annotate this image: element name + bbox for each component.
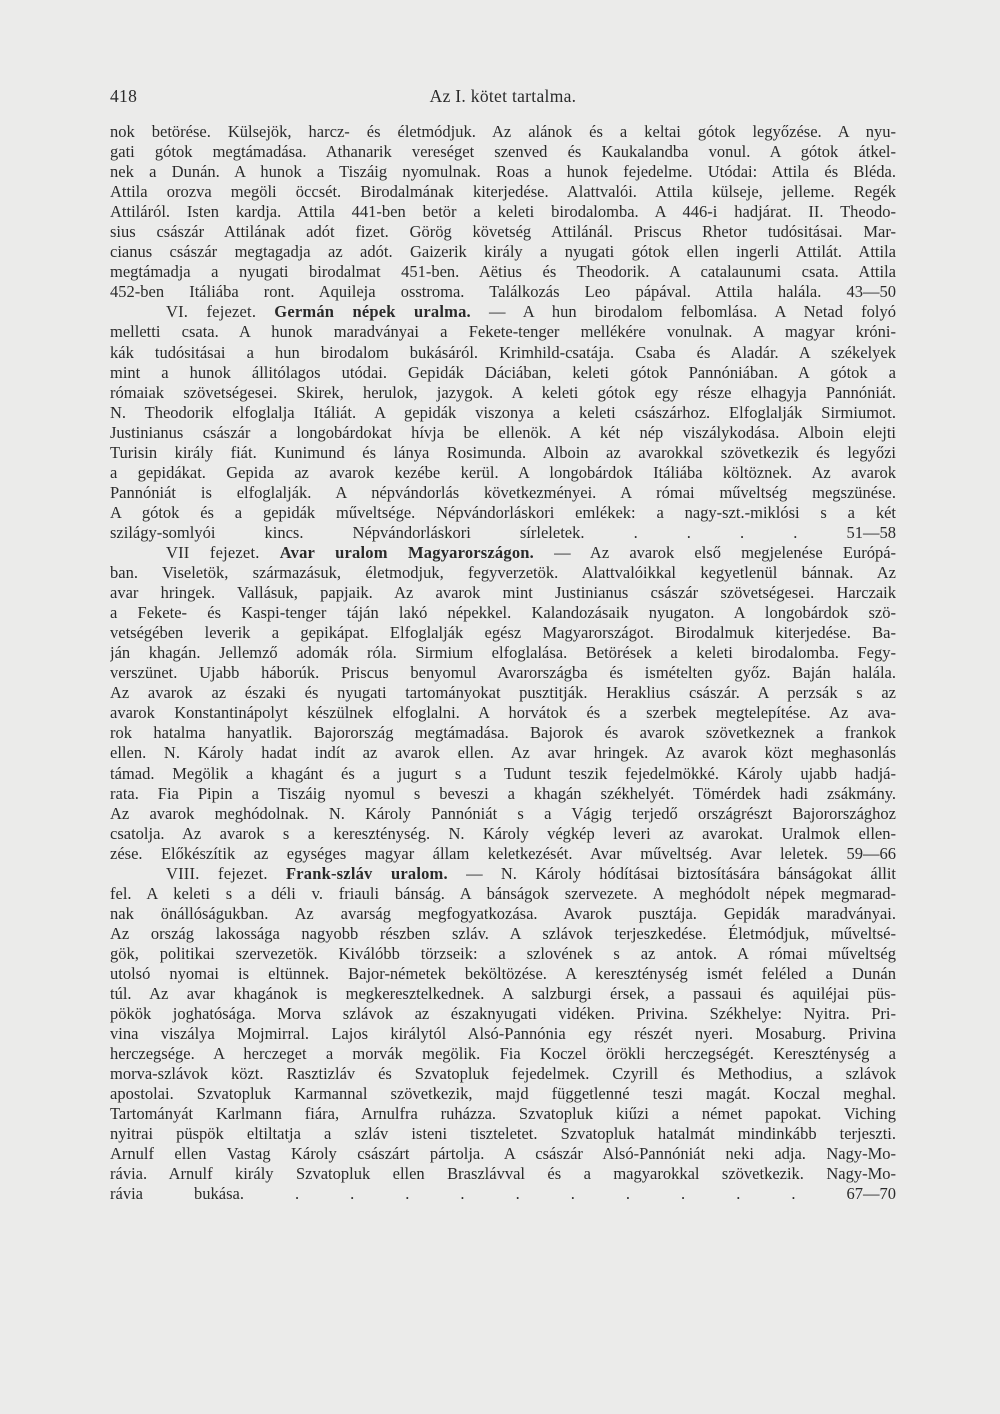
chapter-title: Germán népek uralma. — [274, 302, 471, 322]
text-line: N. Theodorik elfoglalja Itáliát. A gepidák viszonya a keleti császárhoz. Elfoglalják Sirmiumot. — [110, 402, 896, 422]
text-line: ellen. N. Károly hadat indít az avarok ellen. Az avar hringek. Az avarok közt meghasonlás — [110, 743, 896, 763]
chapter-summary: — Az avarok első megjelenése Európá- — [554, 542, 896, 562]
chapter-heading-line — [110, 302, 896, 322]
text-line: nek a Dunán. A hunok a Tiszáig nyomulnak. Roas a hunok fejedelme. Utódai: Attila és Bléda. — [110, 162, 896, 182]
text-line: Az avarok az északi és nyugati tartományokat pusztitják. Heraklius császár. A perzsák s az — [110, 683, 896, 703]
text-line: rávia bukása. . . . . . . . . . . 67—70 — [110, 1184, 896, 1204]
text-line: Arnulf ellen Vastag Károly császárt pártolja. A császár Alsó-Pannóniát neki adja. Nagy-Mo- — [110, 1144, 896, 1164]
text-line: apostolai. Szvatopluk Karmannal szövetkezik, majd függetlenné teszi magát. Koczal meghal. — [110, 1084, 896, 1104]
text-line: Az avarok meghódolnak. N. Károly Pannóniát s a Vágig terjedő országrészt Bajorországhoz — [110, 803, 896, 823]
chapter-title: Avar uralom Magyarországon. — [279, 542, 534, 562]
text-line: rok hatalma hanyatlik. Bajorország megtámadása. Bajorok és avarok szövetkeznek a frankok — [110, 723, 896, 743]
text-line: mint a hunok állitólagos utódai. Gepidák Dáciában, keleti gótok Pannóniában. A gótok a — [110, 362, 896, 382]
text-line: verszünet. Ujabb háborúk. Priscus benyomul Avarországba és ismételten győz. Baján halála. — [110, 663, 896, 683]
text-line: rómaiak szövetségesei. Skirek, herulok, jazygok. A keleti gótok egy része elhagyja Pannóniát. — [110, 382, 896, 402]
text-line: vina viszálya Mojmirral. Lajos királytól Alsó-Pannónia egy részét nyeri. Mosaburg. Privina — [110, 1024, 896, 1044]
text-line: sius császár Attilának adót fizet. Görög követség Attilánál. Priscus Rhetor tudósitásai. Mar- — [110, 222, 896, 242]
text-line: herczegsége. A herczeget a morvák megölik. Fia Koczel örökli herczegségét. Kereszténység a — [110, 1044, 896, 1064]
chapter-number: VI. fejezet. — [166, 302, 257, 322]
text-line: pökök joghatósága. Morva szlávok az északnyugati vidéken. Privina. Székhelye: Nyitra. Pri- — [110, 1004, 896, 1024]
text-line: 452-ben Itáliába ront. Aquileja osstroma. Találkozás Leo pápával. Attila halála. 43—50 — [110, 282, 896, 302]
page-number: 418 — [110, 86, 138, 106]
text-line: Attila orozva megöli öccsét. Birodalmának kiterjedése. Alattvalói. Attila külseje, jelleme. Regék — [110, 182, 896, 202]
text-line: nok betörése. Külsejök, harcz- és életmódjuk. Az alánok és a keltai gótok legyőzése. A nyu- — [110, 122, 896, 141]
text-line: ján khagán. Jellemző adomák róla. Sirmium elfoglalása. Betörések a keleti birodalomba. Fegy- — [110, 643, 896, 663]
text-line: ban. Viseletök, származásuk, életmodjuk, fegyverzetök. Alattvalóikkal kegyetlenül bánnak. Az — [110, 563, 896, 583]
table-of-contents-text — [110, 122, 896, 1205]
text-line: nyitrai püspök eltiltatja a szláv isteni tiszteletet. Szvatopluk hatalmát mindinkább terjeszti. — [110, 1124, 896, 1144]
text-line: támad. Megölik a khagánt és a jugurt s a Tudunt teszik fejedelmökké. Károly ujabb hadjá- — [110, 763, 896, 783]
chapter-title: Frank-szláv uralom. — [285, 863, 448, 883]
text-line: a Fekete- és Kaspi-tenger táján lakó népekkel. Kalandozásaik nyugaton. A longobárdok szö- — [110, 603, 896, 623]
chapter-number: VIII. fejezet. — [166, 863, 268, 883]
text-line: megtámadja a nyugati birodalmat 451-ben. Aëtius és Theodorik. A catalaunumi csata. Attila — [110, 262, 896, 282]
text-line: fel. A keleti s a déli v. friauli bánság. A bánságok szervezete. A meghódolt népek megmarad- — [110, 883, 896, 903]
text-line: rata. Fia Pipin a Tiszáig nyomul s beveszi a khagán székhelyét. Tömérdek hadi zsákmány. — [110, 783, 896, 803]
text-line: gati gótok megtámadása. Athanarik vereséget szenved és Kaukalandba vonul. A gótok átkel- — [110, 142, 896, 162]
chapter-summary: — A hun birodalom felbomlása. A Netad folyó — [489, 302, 896, 322]
text-line: nak önállóságukban. Az avarság megfogyatkozása. Avarok pusztája. Gepidák maradványai. — [110, 903, 896, 923]
text-line: cianus császár megtagadja az adót. Gaizerik király a nyugati gótok ellen ingerli Attilát. Attila — [110, 242, 896, 262]
text-line: csatolja. Az avarok s a kereszténység. N. Károly végkép leveri az avarokat. Uralmok ellen- — [110, 823, 896, 843]
text-line: a gepidákat. Gepida az avarok kezébe kerül. A longobárdok Itáliába költöznek. Az avarok — [110, 462, 896, 482]
text-line: gök, politikai szervezetök. Kiválóbb törzseik: a szlovének s az antok. A római műveltség — [110, 943, 896, 963]
text-line: vetségében leverik a gepikápat. Elfoglalják egész Magyarországot. Birodalmuk kiterjedése. Ba- — [110, 623, 896, 643]
text-line: A gótok és a gepidák műveltsége. Népvándorláskori emlékek: a nagy-szt.-miklósi s a két — [110, 502, 896, 522]
running-title: Az I. kötet tartalma. — [429, 86, 577, 106]
text-line: Justinianus császár a longobárdokat hívja be ellenök. A két nép viszálykodása. Alboin elejti — [110, 422, 896, 442]
chapter-number: VII fejezet. — [166, 542, 260, 562]
text-line: Tartományát Karlmann fiára, Arnulfra ruházza. Szvatopluk kiűzi a német papokat. Viching — [110, 1104, 896, 1124]
text-line: avarok Konstantinápolyt készülnek elfoglalni. A horvátok és a szerbek megtelepítése. Az ava- — [110, 703, 896, 723]
text-line: utolsó nyomai is eltünnek. Bajor-németek beköltözése. A kereszténység ismét feléled a Dunán — [110, 963, 896, 983]
text-line: rávia. Arnulf király Szvatopluk ellen Braszlávval és a magyarokkal szövetkezik. Nagy-Mo- — [110, 1164, 896, 1184]
text-line: szilágy-somlyói kincs. Népvándorláskori sírleletek. . . . . 51—58 — [110, 522, 896, 542]
text-line: Pannóniát is elfoglalják. A népvándorlás következményei. A római műveltség megszünése. — [110, 482, 896, 502]
chapter-heading-line — [110, 864, 896, 884]
text-line: melletti csata. A hunok maradványai a Fekete-tenger mellékére vonulnak. A magyar króni- — [110, 322, 896, 342]
text-line: zése. Előkészítik az egységes magyar állam keletkezését. Avar műveltség. Avar leletek. 59—66 — [110, 843, 896, 863]
chapter-summary: — N. Károly hódításai biztosítására bánságokat állit — [466, 863, 896, 883]
text-line: avar hringek. Vallásuk, papjaik. Az avarok mint Justinianus császár szövetségesei. Harczaik — [110, 583, 896, 603]
text-line: túl. Az avar khagánok is megkeresztelkednek. A salzburgi érsek, a passaui és aquiléjai püs- — [110, 984, 896, 1004]
text-line: Attiláról. Isten kardja. Attila 441-ben betör a keleti birodalomba. A 446-i hadjárat. II. Theodo- — [110, 202, 896, 222]
text-line: morva-szlávok közt. Rasztizláv és Szvatopluk fejedelmek. Czyrill és Methodius, a szlávok — [110, 1064, 896, 1084]
chapter-heading-line — [110, 543, 896, 563]
text-line: Az ország lakossága nagyobb részben szláv. A szlávok terjeszkedése. Életmódjuk, műveltsé- — [110, 923, 896, 943]
text-line: kák tudósitásai a hun birodalom bukásáról. Krimhild-csatája. Csaba és Aladár. A székelyek — [110, 342, 896, 362]
text-line: Turisin király fiát. Kunimund és lánya Rosimunda. Alboin az avarokkal szövetkezik és legyőzi — [110, 442, 896, 462]
